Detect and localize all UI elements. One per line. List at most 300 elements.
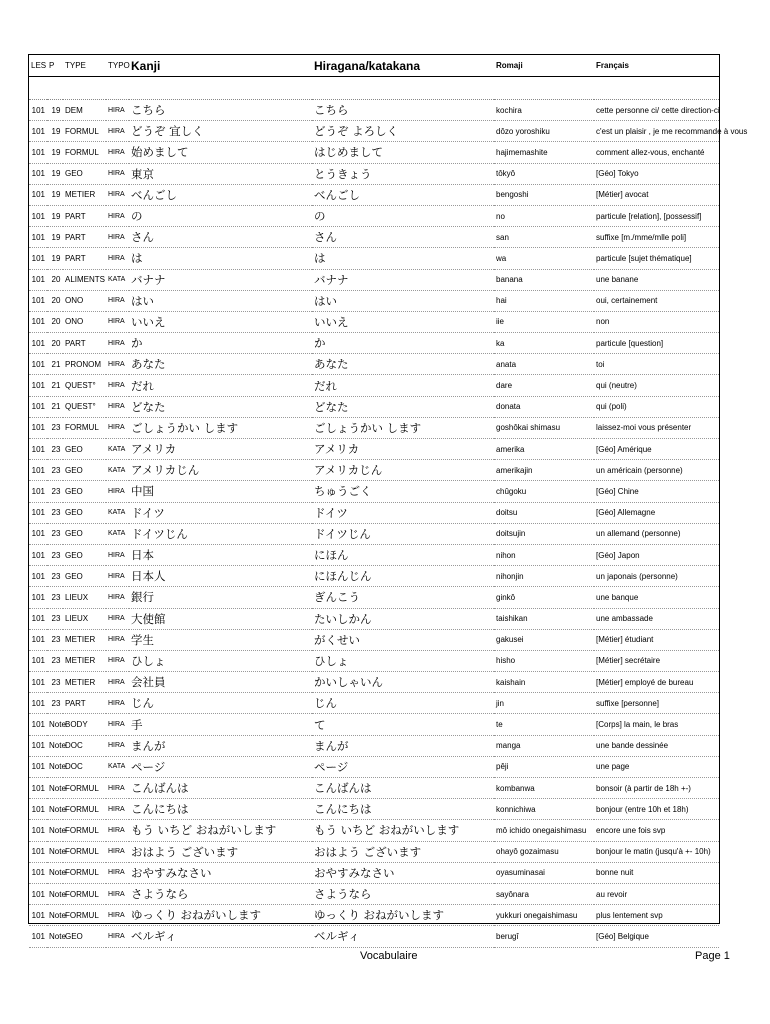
table-row xyxy=(29,121,719,142)
cell-hiragana: バナナ xyxy=(312,269,494,290)
cell-hiragana: いいえ xyxy=(312,311,494,332)
cell-p: 20 xyxy=(47,311,63,332)
cell-type: FORMUL xyxy=(63,905,106,926)
cell-hiragana: ページ xyxy=(312,756,494,777)
cell-les: 101 xyxy=(29,778,47,799)
cell-hiragana: ぎんこう xyxy=(312,587,494,608)
cell-romaji: wa xyxy=(494,248,594,269)
cell-typo: HIRA xyxy=(106,672,129,693)
cell-type: FORMUL xyxy=(63,778,106,799)
cell-kanji: ページ xyxy=(129,756,312,777)
cell-francais: un américain (personne) xyxy=(594,460,719,481)
cell-francais: une page xyxy=(594,756,719,777)
cell-p: Note xyxy=(47,799,63,820)
cell-type: GEO xyxy=(63,502,106,523)
cell-type: PART xyxy=(63,227,106,248)
cell-hiragana: こんばんは xyxy=(312,778,494,799)
cell-francais: [Géo] Tokyo xyxy=(594,163,719,184)
cell-francais: oui, certainement xyxy=(594,290,719,311)
cell-hiragana: はい xyxy=(312,290,494,311)
cell-les: 101 xyxy=(29,269,47,290)
cell-francais: suffixe [personne] xyxy=(594,693,719,714)
cell-kanji: ゆっくり おねがいします xyxy=(129,905,312,926)
cell-romaji: iie xyxy=(494,311,594,332)
cell-les: 101 xyxy=(29,862,47,883)
cell-les: 101 xyxy=(29,523,47,544)
cell-romaji: ka xyxy=(494,333,594,354)
header-les: LES xyxy=(29,55,47,77)
cell-hiragana: まんが xyxy=(312,735,494,756)
cell-type: GEO xyxy=(63,544,106,565)
cell-p: Note xyxy=(47,883,63,904)
cell-francais: [Métier] avocat xyxy=(594,184,719,205)
cell-typo: HIRA xyxy=(106,905,129,926)
cell-francais: qui (poli) xyxy=(594,396,719,417)
cell-hiragana: どうぞ よろしく xyxy=(312,121,494,142)
cell-romaji: konnichiwa xyxy=(494,799,594,820)
cell-type: GEO xyxy=(63,481,106,502)
table-row xyxy=(29,672,719,693)
header-romaji: Romaji xyxy=(494,55,594,77)
table-row xyxy=(29,778,719,799)
cell-p: 20 xyxy=(47,290,63,311)
cell-p: Note xyxy=(47,778,63,799)
cell-type: FORMUL xyxy=(63,799,106,820)
cell-p: 23 xyxy=(47,587,63,608)
cell-hiragana: の xyxy=(312,205,494,226)
cell-typo: HIRA xyxy=(106,375,129,396)
cell-romaji: ohayô gozaimasu xyxy=(494,841,594,862)
cell-les: 101 xyxy=(29,672,47,693)
cell-hiragana: あなた xyxy=(312,354,494,375)
cell-typo: HIRA xyxy=(106,227,129,248)
cell-francais: au revoir xyxy=(594,883,719,904)
cell-typo: HIRA xyxy=(106,184,129,205)
cell-p: Note xyxy=(47,905,63,926)
cell-hiragana: こんにちは xyxy=(312,799,494,820)
cell-les: 101 xyxy=(29,650,47,671)
cell-francais: particule [sujet thématique] xyxy=(594,248,719,269)
cell-kanji: 学生 xyxy=(129,629,312,650)
cell-francais: un allemand (personne) xyxy=(594,523,719,544)
cell-type: FORMUL xyxy=(63,142,106,163)
cell-les: 101 xyxy=(29,629,47,650)
header-type: TYPE xyxy=(63,55,106,77)
cell-romaji: donata xyxy=(494,396,594,417)
cell-kanji: さようなら xyxy=(129,883,312,904)
table-row xyxy=(29,269,719,290)
cell-hiragana: はじめまして xyxy=(312,142,494,163)
cell-p: 19 xyxy=(47,163,63,184)
table-row xyxy=(29,544,719,565)
cell-typo: HIRA xyxy=(106,841,129,862)
table-row xyxy=(29,100,719,121)
cell-kanji: じん xyxy=(129,693,312,714)
cell-type: METIER xyxy=(63,672,106,693)
cell-romaji: mô ichido onegaishimasu xyxy=(494,820,594,841)
table-row xyxy=(29,290,719,311)
cell-p: Note xyxy=(47,714,63,735)
cell-type: BODY xyxy=(63,714,106,735)
cell-p: 20 xyxy=(47,333,63,354)
cell-kanji: おはよう ございます xyxy=(129,841,312,862)
cell-francais: [Géo] Allemagne xyxy=(594,502,719,523)
cell-francais: [Géo] Belgique xyxy=(594,926,719,947)
table-row xyxy=(29,227,719,248)
cell-p: 23 xyxy=(47,523,63,544)
cell-p: 19 xyxy=(47,142,63,163)
cell-francais: non xyxy=(594,311,719,332)
cell-les: 101 xyxy=(29,544,47,565)
cell-hiragana: おはよう ございます xyxy=(312,841,494,862)
table-row xyxy=(29,629,719,650)
cell-typo: HIRA xyxy=(106,163,129,184)
cell-les: 101 xyxy=(29,248,47,269)
cell-p: Note xyxy=(47,841,63,862)
cell-les: 101 xyxy=(29,799,47,820)
cell-hiragana: アメリカじん xyxy=(312,460,494,481)
cell-les: 101 xyxy=(29,142,47,163)
cell-hiragana: かいしゃいん xyxy=(312,672,494,693)
cell-hiragana: ひしょ xyxy=(312,650,494,671)
cell-romaji: gakusei xyxy=(494,629,594,650)
cell-francais: [Corps] la main, le bras xyxy=(594,714,719,735)
cell-francais: [Métier] étudiant xyxy=(594,629,719,650)
cell-les: 101 xyxy=(29,883,47,904)
cell-francais: [Métier] employé de bureau xyxy=(594,672,719,693)
cell-romaji: kaishain xyxy=(494,672,594,693)
cell-les: 101 xyxy=(29,735,47,756)
cell-p: 23 xyxy=(47,502,63,523)
cell-francais: [Géo] Amérique xyxy=(594,439,719,460)
cell-typo: HIRA xyxy=(106,311,129,332)
cell-francais: suffixe [m./mme/mlle poli] xyxy=(594,227,719,248)
cell-type: FORMUL xyxy=(63,121,106,142)
table-row xyxy=(29,756,719,777)
cell-hiragana: か xyxy=(312,333,494,354)
cell-typo: HIRA xyxy=(106,205,129,226)
cell-les: 101 xyxy=(29,396,47,417)
table-row xyxy=(29,439,719,460)
table-row xyxy=(29,333,719,354)
cell-francais: une banque xyxy=(594,587,719,608)
cell-francais: un japonais (personne) xyxy=(594,566,719,587)
cell-romaji: te xyxy=(494,714,594,735)
cell-type: ONO xyxy=(63,311,106,332)
cell-hiragana: ベルギィ xyxy=(312,926,494,947)
cell-typo: KATA xyxy=(106,756,129,777)
cell-francais: [Géo] Japon xyxy=(594,544,719,565)
cell-francais: cette personne ci/ cette direction-ci xyxy=(594,100,719,121)
cell-kanji: 会社員 xyxy=(129,672,312,693)
cell-romaji: doitsu xyxy=(494,502,594,523)
cell-kanji: どなた xyxy=(129,396,312,417)
cell-romaji: banana xyxy=(494,269,594,290)
cell-kanji: どうぞ 宜しく xyxy=(129,121,312,142)
cell-hiragana: ゆっくり おねがいします xyxy=(312,905,494,926)
cell-p: 23 xyxy=(47,693,63,714)
cell-les: 101 xyxy=(29,756,47,777)
cell-kanji: まんが xyxy=(129,735,312,756)
cell-typo: HIRA xyxy=(106,799,129,820)
header-typo: TYPO xyxy=(106,55,129,77)
cell-typo: HIRA xyxy=(106,100,129,121)
table-row xyxy=(29,926,719,947)
cell-les: 101 xyxy=(29,481,47,502)
header-kanji: Kanji xyxy=(129,55,312,77)
cell-p: 21 xyxy=(47,354,63,375)
cell-p: 20 xyxy=(47,269,63,290)
cell-romaji: amerika xyxy=(494,439,594,460)
cell-p: 19 xyxy=(47,248,63,269)
table-row xyxy=(29,714,719,735)
cell-kanji: 東京 xyxy=(129,163,312,184)
cell-romaji: oyasuminasai xyxy=(494,862,594,883)
cell-typo: KATA xyxy=(106,269,129,290)
cell-typo: HIRA xyxy=(106,608,129,629)
cell-kanji: もう いちど おねがいします xyxy=(129,820,312,841)
cell-romaji: yukkuri onegaishimasu xyxy=(494,905,594,926)
cell-type: GEO xyxy=(63,163,106,184)
table-row xyxy=(29,883,719,904)
cell-type: FORMUL xyxy=(63,862,106,883)
cell-les: 101 xyxy=(29,121,47,142)
table-row xyxy=(29,375,719,396)
cell-romaji: dare xyxy=(494,375,594,396)
table-row xyxy=(29,841,719,862)
cell-les: 101 xyxy=(29,227,47,248)
cell-hiragana: ドイツ xyxy=(312,502,494,523)
cell-typo: HIRA xyxy=(106,629,129,650)
table-row xyxy=(29,608,719,629)
cell-type: GEO xyxy=(63,566,106,587)
cell-les: 101 xyxy=(29,163,47,184)
cell-hiragana: にほんじん xyxy=(312,566,494,587)
table-row xyxy=(29,693,719,714)
cell-francais: bonsoir (à partir de 18h +-) xyxy=(594,778,719,799)
header-row xyxy=(29,55,719,77)
cell-hiragana: べんごし xyxy=(312,184,494,205)
cell-kanji: の xyxy=(129,205,312,226)
cell-typo: HIRA xyxy=(106,290,129,311)
cell-hiragana: だれ xyxy=(312,375,494,396)
cell-hiragana: こちら xyxy=(312,100,494,121)
cell-typo: HIRA xyxy=(106,650,129,671)
cell-kanji: あなた xyxy=(129,354,312,375)
cell-hiragana: アメリカ xyxy=(312,439,494,460)
cell-type: DEM xyxy=(63,100,106,121)
cell-p: 23 xyxy=(47,417,63,438)
cell-p: Note xyxy=(47,756,63,777)
cell-type: METIER xyxy=(63,184,106,205)
cell-hiragana: とうきょう xyxy=(312,163,494,184)
cell-kanji: おやすみなさい xyxy=(129,862,312,883)
cell-typo: HIRA xyxy=(106,248,129,269)
cell-les: 101 xyxy=(29,502,47,523)
table-row xyxy=(29,163,719,184)
table-row xyxy=(29,248,719,269)
cell-p: 19 xyxy=(47,100,63,121)
table-row xyxy=(29,417,719,438)
cell-les: 101 xyxy=(29,693,47,714)
table-row xyxy=(29,587,719,608)
cell-romaji: amerikajin xyxy=(494,460,594,481)
cell-typo: HIRA xyxy=(106,333,129,354)
cell-les: 101 xyxy=(29,333,47,354)
cell-kanji: だれ xyxy=(129,375,312,396)
cell-kanji: 手 xyxy=(129,714,312,735)
cell-romaji: dôzo yoroshiku xyxy=(494,121,594,142)
cell-kanji: いいえ xyxy=(129,311,312,332)
cell-les: 101 xyxy=(29,184,47,205)
table-row xyxy=(29,184,719,205)
cell-hiragana: じん xyxy=(312,693,494,714)
cell-kanji: は xyxy=(129,248,312,269)
table-row xyxy=(29,566,719,587)
cell-les: 101 xyxy=(29,311,47,332)
cell-les: 101 xyxy=(29,841,47,862)
table-row xyxy=(29,311,719,332)
cell-kanji: ごしょうかい します xyxy=(129,417,312,438)
cell-type: QUEST° xyxy=(63,375,106,396)
cell-francais: comment allez-vous, enchanté xyxy=(594,142,719,163)
cell-les: 101 xyxy=(29,820,47,841)
cell-typo: HIRA xyxy=(106,926,129,947)
cell-francais: bonjour (entre 10h et 18h) xyxy=(594,799,719,820)
cell-romaji: doitsujin xyxy=(494,523,594,544)
cell-romaji: manga xyxy=(494,735,594,756)
cell-type: METIER xyxy=(63,629,106,650)
cell-hiragana: は xyxy=(312,248,494,269)
cell-typo: HIRA xyxy=(106,820,129,841)
cell-type: GEO xyxy=(63,523,106,544)
cell-p: 21 xyxy=(47,375,63,396)
cell-typo: HIRA xyxy=(106,693,129,714)
cell-type: LIEUX xyxy=(63,587,106,608)
cell-romaji: sayônara xyxy=(494,883,594,904)
cell-typo: KATA xyxy=(106,439,129,460)
cell-hiragana: ちゅうごく xyxy=(312,481,494,502)
cell-type: FORMUL xyxy=(63,820,106,841)
cell-romaji: goshôkai shimasu xyxy=(494,417,594,438)
cell-typo: HIRA xyxy=(106,735,129,756)
cell-type: PART xyxy=(63,333,106,354)
cell-p: Note xyxy=(47,735,63,756)
table-row xyxy=(29,650,719,671)
cell-type: PART xyxy=(63,248,106,269)
cell-typo: KATA xyxy=(106,460,129,481)
cell-p: 19 xyxy=(47,121,63,142)
cell-romaji: jin xyxy=(494,693,594,714)
vocabulary-table-frame xyxy=(28,54,748,944)
cell-kanji: 大使館 xyxy=(129,608,312,629)
table-row xyxy=(29,481,719,502)
table-row xyxy=(29,523,719,544)
cell-romaji: taishikan xyxy=(494,608,594,629)
table-row xyxy=(29,460,719,481)
cell-les: 101 xyxy=(29,417,47,438)
cell-francais: qui (neutre) xyxy=(594,375,719,396)
cell-type: DOC xyxy=(63,735,106,756)
cell-type: METIER xyxy=(63,650,106,671)
table-row xyxy=(29,862,719,883)
cell-romaji: ginkô xyxy=(494,587,594,608)
cell-les: 101 xyxy=(29,290,47,311)
header-p: P xyxy=(47,55,63,77)
cell-romaji: tôkyô xyxy=(494,163,594,184)
cell-les: 101 xyxy=(29,608,47,629)
cell-type: PRONOM xyxy=(63,354,106,375)
cell-francais: une ambassade xyxy=(594,608,719,629)
cell-typo: HIRA xyxy=(106,121,129,142)
cell-p: 23 xyxy=(47,481,63,502)
cell-francais: plus lentement svp xyxy=(594,905,719,926)
table-row xyxy=(29,820,719,841)
cell-francais: bonjour le matin (jusqu'à +- 10h) xyxy=(594,841,719,862)
cell-les: 101 xyxy=(29,587,47,608)
cell-type: QUEST° xyxy=(63,396,106,417)
cell-romaji: hai xyxy=(494,290,594,311)
cell-les: 101 xyxy=(29,100,47,121)
cell-kanji: こちら xyxy=(129,100,312,121)
cell-romaji: nihon xyxy=(494,544,594,565)
table-row xyxy=(29,396,719,417)
cell-typo: HIRA xyxy=(106,417,129,438)
cell-les: 101 xyxy=(29,566,47,587)
header-hiragana: Hiragana/katakana xyxy=(312,55,494,77)
cell-type: GEO xyxy=(63,439,106,460)
cell-p: Note xyxy=(47,862,63,883)
cell-les: 101 xyxy=(29,439,47,460)
cell-les: 101 xyxy=(29,460,47,481)
cell-p: 23 xyxy=(47,566,63,587)
table-row xyxy=(29,735,719,756)
cell-hiragana: たいしかん xyxy=(312,608,494,629)
table-row xyxy=(29,354,719,375)
cell-type: GEO xyxy=(63,460,106,481)
cell-kanji: 中国 xyxy=(129,481,312,502)
cell-kanji: ベルギィ xyxy=(129,926,312,947)
cell-type: LIEUX xyxy=(63,608,106,629)
cell-p: 21 xyxy=(47,396,63,417)
cell-hiragana: にほん xyxy=(312,544,494,565)
cell-hiragana: もう いちど おねがいします xyxy=(312,820,494,841)
cell-romaji: hajimemashite xyxy=(494,142,594,163)
cell-romaji: pêji xyxy=(494,756,594,777)
cell-les: 101 xyxy=(29,714,47,735)
table-row xyxy=(29,502,719,523)
cell-francais: bonne nuit xyxy=(594,862,719,883)
cell-romaji: berugî xyxy=(494,926,594,947)
table-row xyxy=(29,205,719,226)
cell-p: 23 xyxy=(47,672,63,693)
cell-kanji: ひしょ xyxy=(129,650,312,671)
table-row xyxy=(29,799,719,820)
cell-kanji: こんばんは xyxy=(129,778,312,799)
vocabulary-table xyxy=(29,55,748,948)
cell-kanji: べんごし xyxy=(129,184,312,205)
cell-hiragana: ごしょうかい します xyxy=(312,417,494,438)
cell-francais: particule [relation], [possessif] xyxy=(594,205,719,226)
cell-type: ONO xyxy=(63,290,106,311)
footer-page-number: Page 1 xyxy=(695,950,730,962)
cell-kanji: ドイツじん xyxy=(129,523,312,544)
cell-p: 19 xyxy=(47,205,63,226)
table-row xyxy=(29,142,719,163)
header-francais: Français xyxy=(594,55,719,77)
cell-typo: HIRA xyxy=(106,883,129,904)
cell-p: 19 xyxy=(47,227,63,248)
